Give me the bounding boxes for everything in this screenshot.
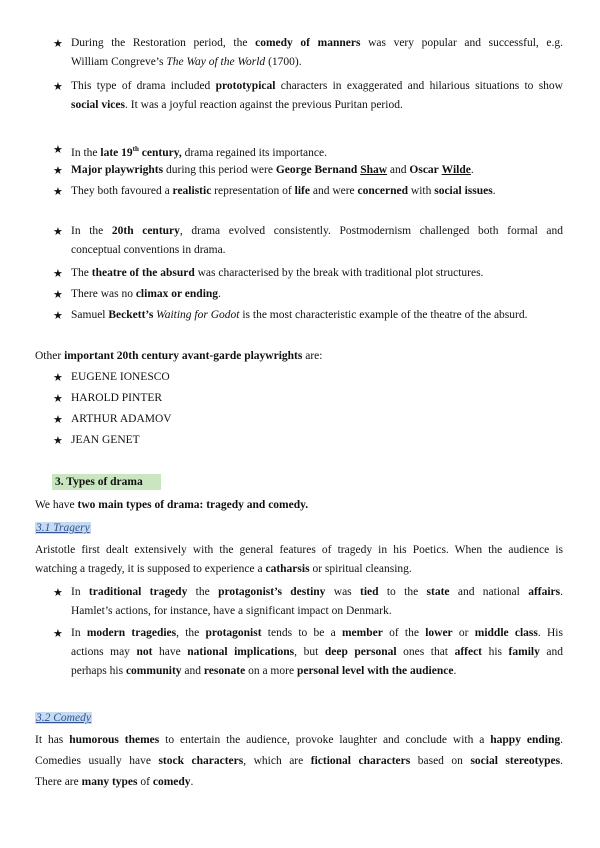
subheading-tragedy: 3.1 Tragery	[36, 522, 90, 534]
star-icon: ★	[53, 627, 63, 640]
types-intro: We have two main types of drama: tragedy and comedy.	[35, 499, 309, 511]
list-item-pinter: ★ HAROLD PINTER	[53, 389, 563, 408]
star-icon: ★	[53, 309, 63, 322]
star-icon: ★	[53, 434, 63, 447]
star-icon: ★	[53, 288, 63, 301]
bullet-traditional-tragedy: ★ In traditional tragedy the protagonist’s destiny was tied to the state and national affairs. Hamlet’s actions, for instance, have a significant impact on Denmark.	[53, 583, 563, 621]
bullet-no-climax: ★ There was no climax or ending.	[53, 285, 563, 304]
tragedy-paragraph: Aristotle first dealt extensively with the general features of tragedy in his Poetics. When the audience is watching a tragedy, it is supposed to experience a catharsis or spiritual cleansing.	[35, 544, 563, 575]
bullet-line: William Congreve’s The Way of the World (1700).	[71, 56, 302, 68]
bullet-late-19th-century: ★ In the late 19th century, drama regained its importance.	[53, 140, 563, 159]
bullet-line: During the Restoration period, the comedy of manners was very popular and successful, e.g.	[71, 37, 563, 49]
star-icon: ★	[53, 143, 63, 156]
star-icon: ★	[53, 80, 63, 93]
star-icon: ★	[53, 371, 63, 384]
section-heading-types-of-drama: 3. Types of drama	[52, 473, 161, 492]
bullet-major-playwrights: ★ Major playwrights during this period were George Bernand Shaw and Oscar Wilde.	[53, 161, 563, 180]
bullet-restoration-comedy	[53, 34, 563, 72]
comedy-paragraph: It has humorous themes to entertain the audience, provoke laughter and conclude with a happy ending. Comedies usually have stock characters, which are fictional characters based on social stereotypes. There are many types of comedy.	[35, 734, 563, 788]
subheading-comedy: 3.2 Comedy	[36, 712, 91, 724]
star-icon: ★	[53, 37, 63, 50]
bullet-prototypical-characters	[53, 77, 563, 115]
star-icon: ★	[53, 185, 63, 198]
bullet-line: This type of drama included prototypical characters in exaggerated and hilarious situations to show	[71, 80, 563, 92]
bullet-modern-tragedies: ★ In modern tragedies, the protagonist tends to be a member of the lower or middle class. His actions may not have national implications, but deep personal ones that affect his family and perhaps his community and resonate on a more personal level with the audience.	[53, 624, 563, 681]
star-icon: ★	[53, 225, 63, 238]
bullet-20th-century: ★ In the 20th century, drama evolved consistently. Postmodernism challenged both formal and conceptual conventions in drama.	[53, 222, 563, 260]
star-icon: ★	[53, 392, 63, 405]
star-icon: ★	[53, 267, 63, 280]
list-item-genet: ★ JEAN GENET	[53, 431, 563, 450]
bullet-realistic-representation: ★ They both favoured a realistic representation of life and were concerned with social issues.	[53, 182, 563, 201]
avantgarde-intro: Other important 20th century avant-garde playwrights are:	[35, 350, 323, 362]
bullet-beckett: ★ Samuel Beckett’s Waiting for Godot is the most characteristic example of the theatre of the absurd.	[53, 306, 563, 325]
star-icon: ★	[53, 164, 63, 177]
list-item-ionesco: ★ EUGENE IONESCO	[53, 368, 563, 387]
bullet-theatre-of-absurd: ★ The theatre of the absurd was characterised by the break with traditional plot structures.	[53, 264, 563, 283]
list-item-adamov: ★ ARTHUR ADAMOV	[53, 410, 563, 429]
bullet-line: social vices. It was a joyful reaction against the previous Puritan period.	[71, 99, 403, 111]
star-icon: ★	[53, 586, 63, 599]
star-icon: ★	[53, 413, 63, 426]
